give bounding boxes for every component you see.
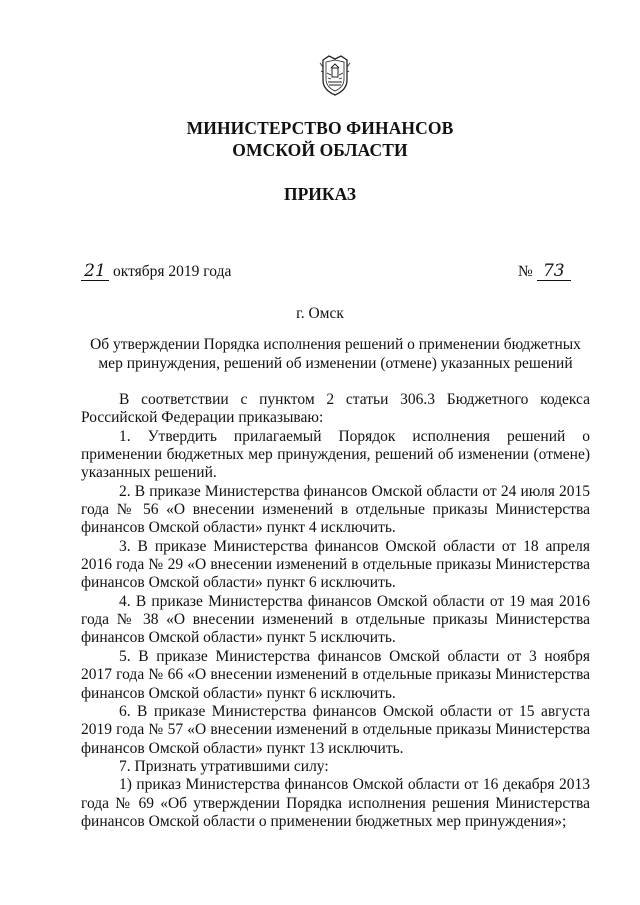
city: г. Омск (296, 305, 344, 322)
ministry-name-line1: МИНИСТЕРСТВО ФИНАНСОВ (186, 118, 454, 138)
paragraph-item-5: 5. В приказе Министерства финансов Омской области от 3 ноября 2017 года № 66 «О внесении изменений в отдельные приказы Министерства финансов Омской области» пункт 6 исключить. (81, 647, 590, 702)
handwritten-number: 73 (537, 262, 571, 281)
order-title: Об утверждении Порядка исполнения решений о применении бюджетных мер принуждения, решений об изменении (отмене) указанных решений (90, 336, 581, 372)
paragraph-item-3: 3. В приказе Министерства финансов Омской области от 18 апреля 2016 года № 29 «О внесении изменений в отдельные приказы Министерства финансов Омской области» пункт 6 исключить. (81, 537, 590, 592)
date-month-year: октября 2019 года (113, 263, 232, 280)
paragraph-item-7-1: 1) приказ Министерства финансов Омской области от 16 декабря 2013 года № 69 «Об утверждении Порядка исполнения решения Министерства финансов Омской области о применении бюджетных мер принуждения»; (81, 776, 590, 830)
paragraph-item-4: 4. В приказе Министерства финансов Омской области от 19 мая 2016 года № 38 «О внесении изменений в отдельные приказы Министерства финансов Омской области» пункт 5 исключить. (81, 592, 590, 647)
paragraph-item-1: 1. Утвердить прилагаемый Порядок исполнения решений о применении бюджетных мер принуждения, решений об изменении (отмене) указанных решений. (81, 427, 590, 482)
coat-of-arms-icon (318, 53, 352, 97)
ministry-name-line2: ОМСКОЙ ОБЛАСТИ (232, 140, 408, 160)
paragraph-item-7: 7. Признать утратившими силу: (119, 757, 329, 775)
handwritten-day: 21 (81, 262, 109, 281)
order-date (81, 262, 231, 282)
number-sign: № (518, 263, 533, 280)
order-body (81, 391, 590, 831)
paragraph-item-6: 6. В приказе Министерства финансов Омской области от 15 августа 2019 года № 57 «О внесении изменений в отдельные приказы Министерства финансов Омской области» пункт 13 исключить. (81, 702, 590, 757)
paragraph-item-2: 2. В приказе Министерства финансов Омской области от 24 июля 2015 года № 56 «О внесении изменений в отдельные приказы Министерства финансов Омской области» пункт 4 исключить. (81, 482, 590, 537)
document-type: ПРИКАЗ (283, 184, 357, 204)
paragraph-preamble: В соответствии с пунктом 2 статьи 306.3 Бюджетного кодекса Российской Федерации приказываю: (81, 391, 590, 427)
order-number (518, 262, 571, 282)
